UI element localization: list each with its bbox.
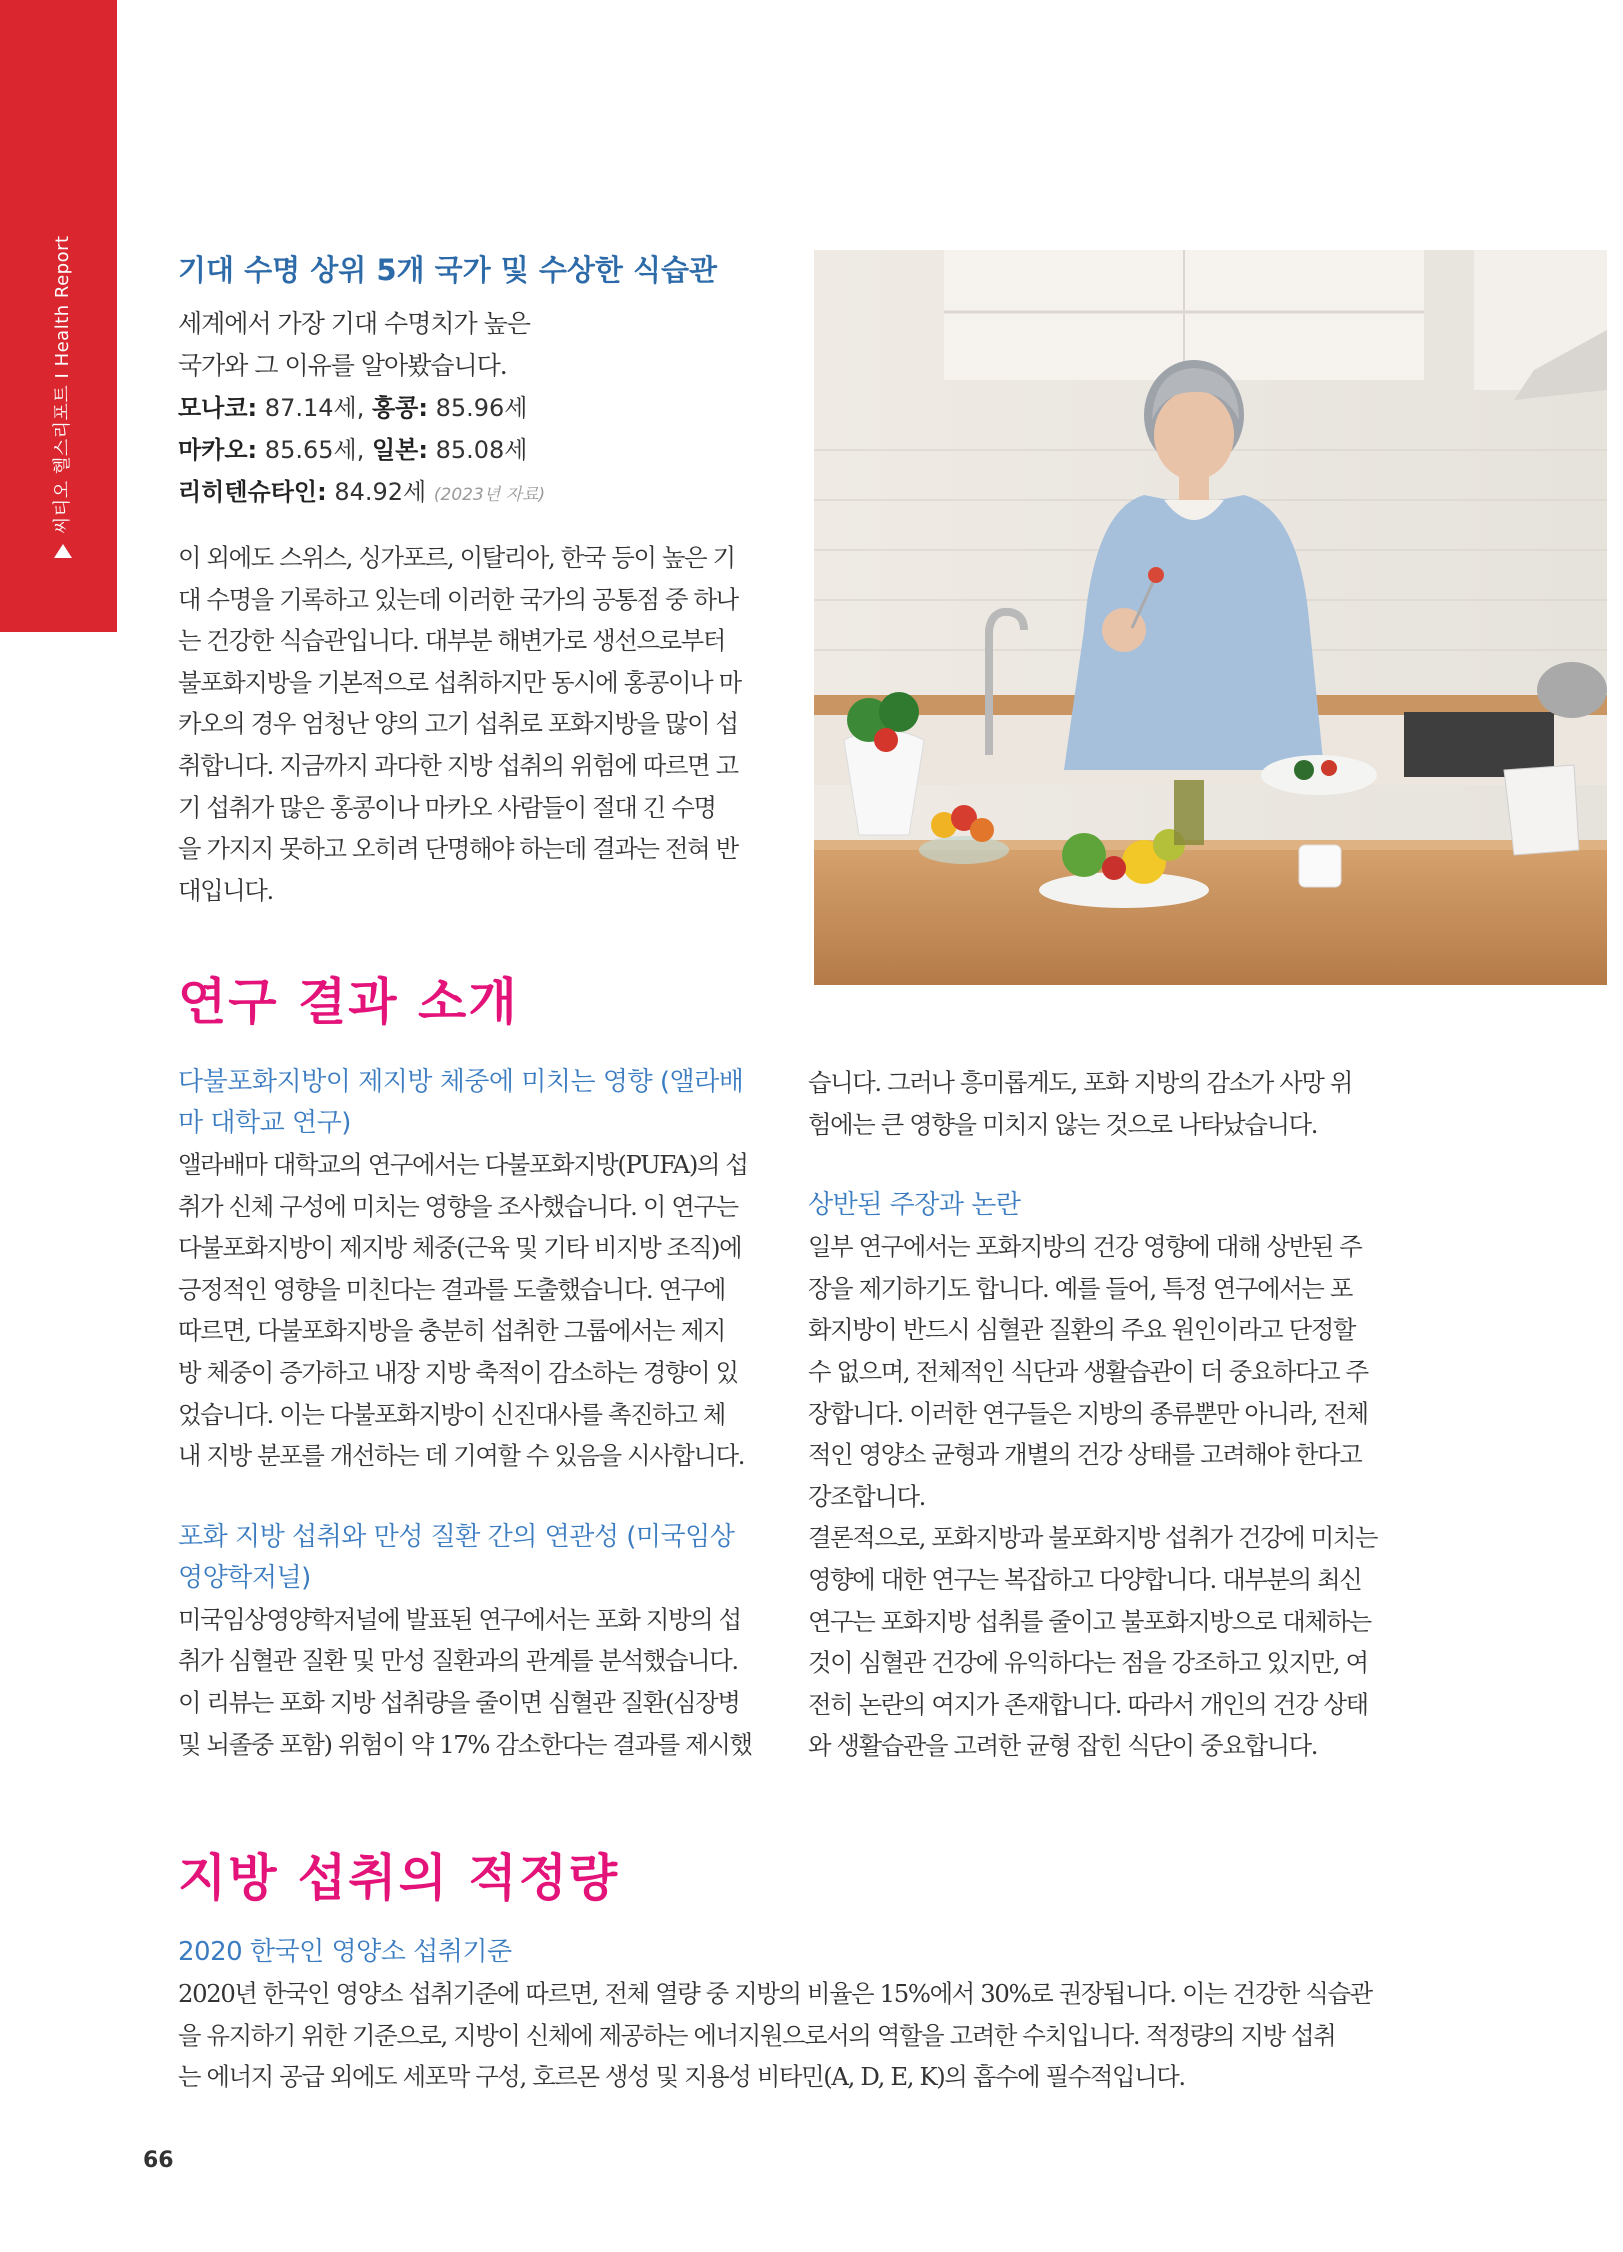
text-line: 대 수명을 기록하고 있는데 이러한 국가의 공통점 중 하나 bbox=[178, 584, 738, 614]
text-line: 취가 심혈관 질환 및 만성 질환과의 관계를 분석했습니다. bbox=[178, 1646, 738, 1676]
text-line: 다불포화지방이 제지방 체중(근육 및 기타 비지방 조직)에 bbox=[178, 1233, 742, 1263]
intro-desc-line: 세계에서 가장 기대 수명치가 높은 bbox=[178, 309, 530, 338]
life-expectancy-value: 87.14세, bbox=[264, 394, 365, 422]
text-line: 내 지방 분포를 개선하는 데 기여할 수 있음을 시사합니다. bbox=[178, 1441, 745, 1471]
intro-body bbox=[178, 537, 776, 911]
section-title-fat-intake: 지방 섭취의 적정량 bbox=[178, 1849, 620, 1907]
text-line: 이 외에도 스위스, 싱가포르, 이탈리아, 한국 등이 높은 기 bbox=[178, 543, 735, 572]
text-line: 는 에너지 공급 외에도 세포막 구성, 호르몬 생성 및 지용성 비타민(A, D, E, K)의 흡수에 필수적입니다. bbox=[178, 2062, 1185, 2092]
text-line: 는 건강한 식습관입니다. 대부분 해변가로 생선으로부터 bbox=[178, 626, 726, 656]
intro-desc-line: 국가와 그 이유를 알아봤습니다. bbox=[178, 351, 507, 380]
study1-body bbox=[178, 1144, 776, 1477]
text-line: 대입니다. bbox=[178, 875, 273, 905]
column-left bbox=[178, 1062, 776, 1765]
life-expectancy-value: 85.96세 bbox=[435, 394, 528, 422]
text-line: 취가 신체 구성에 미치는 영향을 조사했습니다. 이 연구는 bbox=[178, 1191, 738, 1221]
study2-heading bbox=[178, 1517, 776, 1599]
stats-line bbox=[178, 471, 638, 516]
text-line: 및 뇌졸중 포함) 위험이 약 17% 감소한다는 결과를 제시했 bbox=[178, 1729, 752, 1759]
korean-standard-body bbox=[178, 1973, 1406, 2098]
text-line: 방 체중이 증가하고 내장 지방 축적이 감소하는 경향이 있 bbox=[178, 1357, 738, 1387]
heading-line: 다불포화지방이 제지방 체중에 미치는 영향 (앨라배 bbox=[178, 1067, 744, 1097]
text-line: 일부 연구에서는 포화지방의 건강 영향에 대해 상반된 주 bbox=[808, 1232, 1362, 1262]
study1-heading bbox=[178, 1062, 776, 1144]
spacer bbox=[178, 1477, 776, 1517]
text-line: 앨라배마 대학교의 연구에서는 다불포화지방(PUFA)의 섭 bbox=[178, 1150, 748, 1179]
text-line: 기 섭취가 많은 홍콩이나 마카오 사람들이 절대 긴 수명 bbox=[178, 792, 716, 822]
heading-line: 포화 지방 섭취와 만성 질환 간의 연관성 (미국임상 bbox=[178, 1521, 735, 1552]
life-expectancy-value: 84.92세 bbox=[334, 478, 427, 506]
text-line: 이 리뷰는 포화 지방 섭취량을 줄이면 심혈관 질환(심장병 bbox=[178, 1687, 740, 1717]
stats-line bbox=[178, 429, 638, 471]
intro-description bbox=[178, 303, 598, 387]
text-line: 와 생활습관을 고려한 균형 잡힌 식단이 중요합니다. bbox=[808, 1731, 1318, 1761]
life-expectancy-stats bbox=[178, 387, 638, 516]
life-expectancy-value: 85.08세 bbox=[435, 436, 528, 464]
text-line: 장합니다. 이러한 연구들은 지방의 종류뿐만 아니라, 전체 bbox=[808, 1398, 1368, 1428]
kitchen-photo-illustration bbox=[814, 250, 1607, 985]
text-line: 었습니다. 이는 다불포화지방이 신진대사를 촉진하고 체 bbox=[178, 1399, 726, 1429]
section-title-research: 연구 결과 소개 bbox=[178, 973, 519, 1031]
text-line: 화지방이 반드시 심혈관 질환의 주요 원인이라고 단정할 bbox=[808, 1315, 1356, 1345]
text-line: 을 유지하기 위한 기준으로, 지방이 신체에 제공하는 에너지원으로서의 역할을 고려한 수치입니다. 적정량의 지방 섭취 bbox=[178, 2020, 1336, 2050]
text-line: 습니다. 그러나 흥미롭게도, 포화 지방의 감소가 사망 위 bbox=[808, 1068, 1353, 1097]
text-line: 불포화지방을 기본적으로 섭취하지만 동시에 홍콩이나 마 bbox=[178, 667, 741, 697]
text-line: 연구는 포화지방 섭취를 줄이고 불포화지방으로 대체하는 bbox=[808, 1606, 1371, 1636]
text-line: 전히 논란의 여지가 존재합니다. 따라서 개인의 건강 상태 bbox=[808, 1689, 1368, 1719]
text-line: 것이 심혈관 건강에 유익하다는 점을 강조하고 있지만, 여 bbox=[808, 1648, 1368, 1678]
text-line: 을 가지지 못하고 오히려 단명해야 하는데 결과는 전혀 반 bbox=[178, 834, 738, 864]
text-line: 장을 제기하기도 합니다. 예를 들어, 특정 연구에서는 포 bbox=[808, 1273, 1353, 1303]
text-line: 카오의 경우 엄청난 양의 고기 섭취로 포화지방을 많이 섭 bbox=[178, 709, 738, 739]
text-line: 수 없으며, 전체적인 식단과 생활습관이 더 중요하다고 주 bbox=[808, 1356, 1368, 1386]
running-header-text: 씨티오 헬스리포트 I Health Report bbox=[52, 235, 73, 534]
korean-standard-heading: 2020 한국인 영양소 섭취기준 bbox=[178, 1937, 512, 1967]
text-line: 적인 영양소 균형과 개별의 건강 상태를 고려해야 한다고 bbox=[808, 1440, 1362, 1470]
life-expectancy-value: 85.65세, bbox=[264, 436, 365, 464]
country-name: 홍콩: bbox=[371, 394, 428, 422]
study2-body bbox=[178, 1599, 776, 1765]
controversy-heading: 상반된 주장과 논란 bbox=[808, 1190, 1021, 1221]
text-line: 취합니다. 지금까지 과다한 지방 섭취의 위험에 따르면 고 bbox=[178, 750, 738, 780]
page-number: 66 bbox=[143, 2148, 174, 2173]
text-line: 험에는 큰 영향을 미치지 않는 것으로 나타났습니다. bbox=[808, 1109, 1318, 1139]
spacer bbox=[808, 1145, 1404, 1185]
korean-standard-block bbox=[178, 1932, 1406, 2098]
country-name: 마카오: bbox=[178, 436, 258, 464]
heading-line: 영양학저널) bbox=[178, 1562, 311, 1593]
text-line: 긍정적인 영향을 미친다는 결과를 도출했습니다. 연구에 bbox=[178, 1274, 726, 1304]
controversy-body bbox=[808, 1226, 1404, 1767]
text-line: 영향에 대한 연구는 복잡하고 다양합니다. 대부분의 최신 bbox=[808, 1564, 1362, 1594]
stats-line bbox=[178, 387, 638, 429]
text-line: 2020년 한국인 영양소 섭취기준에 따르면, 전체 열량 중 지방의 비율은 15%에서 30%로 권장됩니다. 이는 건강한 식습관 bbox=[178, 1979, 1372, 2008]
heading-line: 마 대학교 연구) bbox=[178, 1108, 351, 1138]
running-header bbox=[48, 235, 74, 560]
country-name: 일본: bbox=[371, 436, 428, 464]
intro-title: 기대 수명 상위 5개 국가 및 수상한 식습관 bbox=[178, 253, 718, 287]
text-line: 강조합니다. bbox=[808, 1481, 925, 1511]
kitchen-photo bbox=[814, 250, 1607, 985]
data-year-note: (2023년 자료) bbox=[433, 485, 546, 505]
brand-logo-icon bbox=[54, 544, 72, 558]
country-name: 리히텐슈타인: bbox=[178, 478, 327, 506]
sidebar-band bbox=[0, 0, 117, 632]
text-line: 따르면, 다불포화지방을 충분히 섭취한 그룹에서는 제지 bbox=[178, 1316, 726, 1346]
text-line: 미국임상영양학저널에 발표된 연구에서는 포화 지방의 섭 bbox=[178, 1604, 741, 1634]
text-line: 결론적으로, 포화지방과 불포화지방 섭취가 건강에 미치는 bbox=[808, 1523, 1378, 1553]
study2-body-continued bbox=[808, 1062, 1404, 1145]
column-right bbox=[808, 1062, 1404, 1767]
country-name: 모나코: bbox=[178, 394, 258, 422]
